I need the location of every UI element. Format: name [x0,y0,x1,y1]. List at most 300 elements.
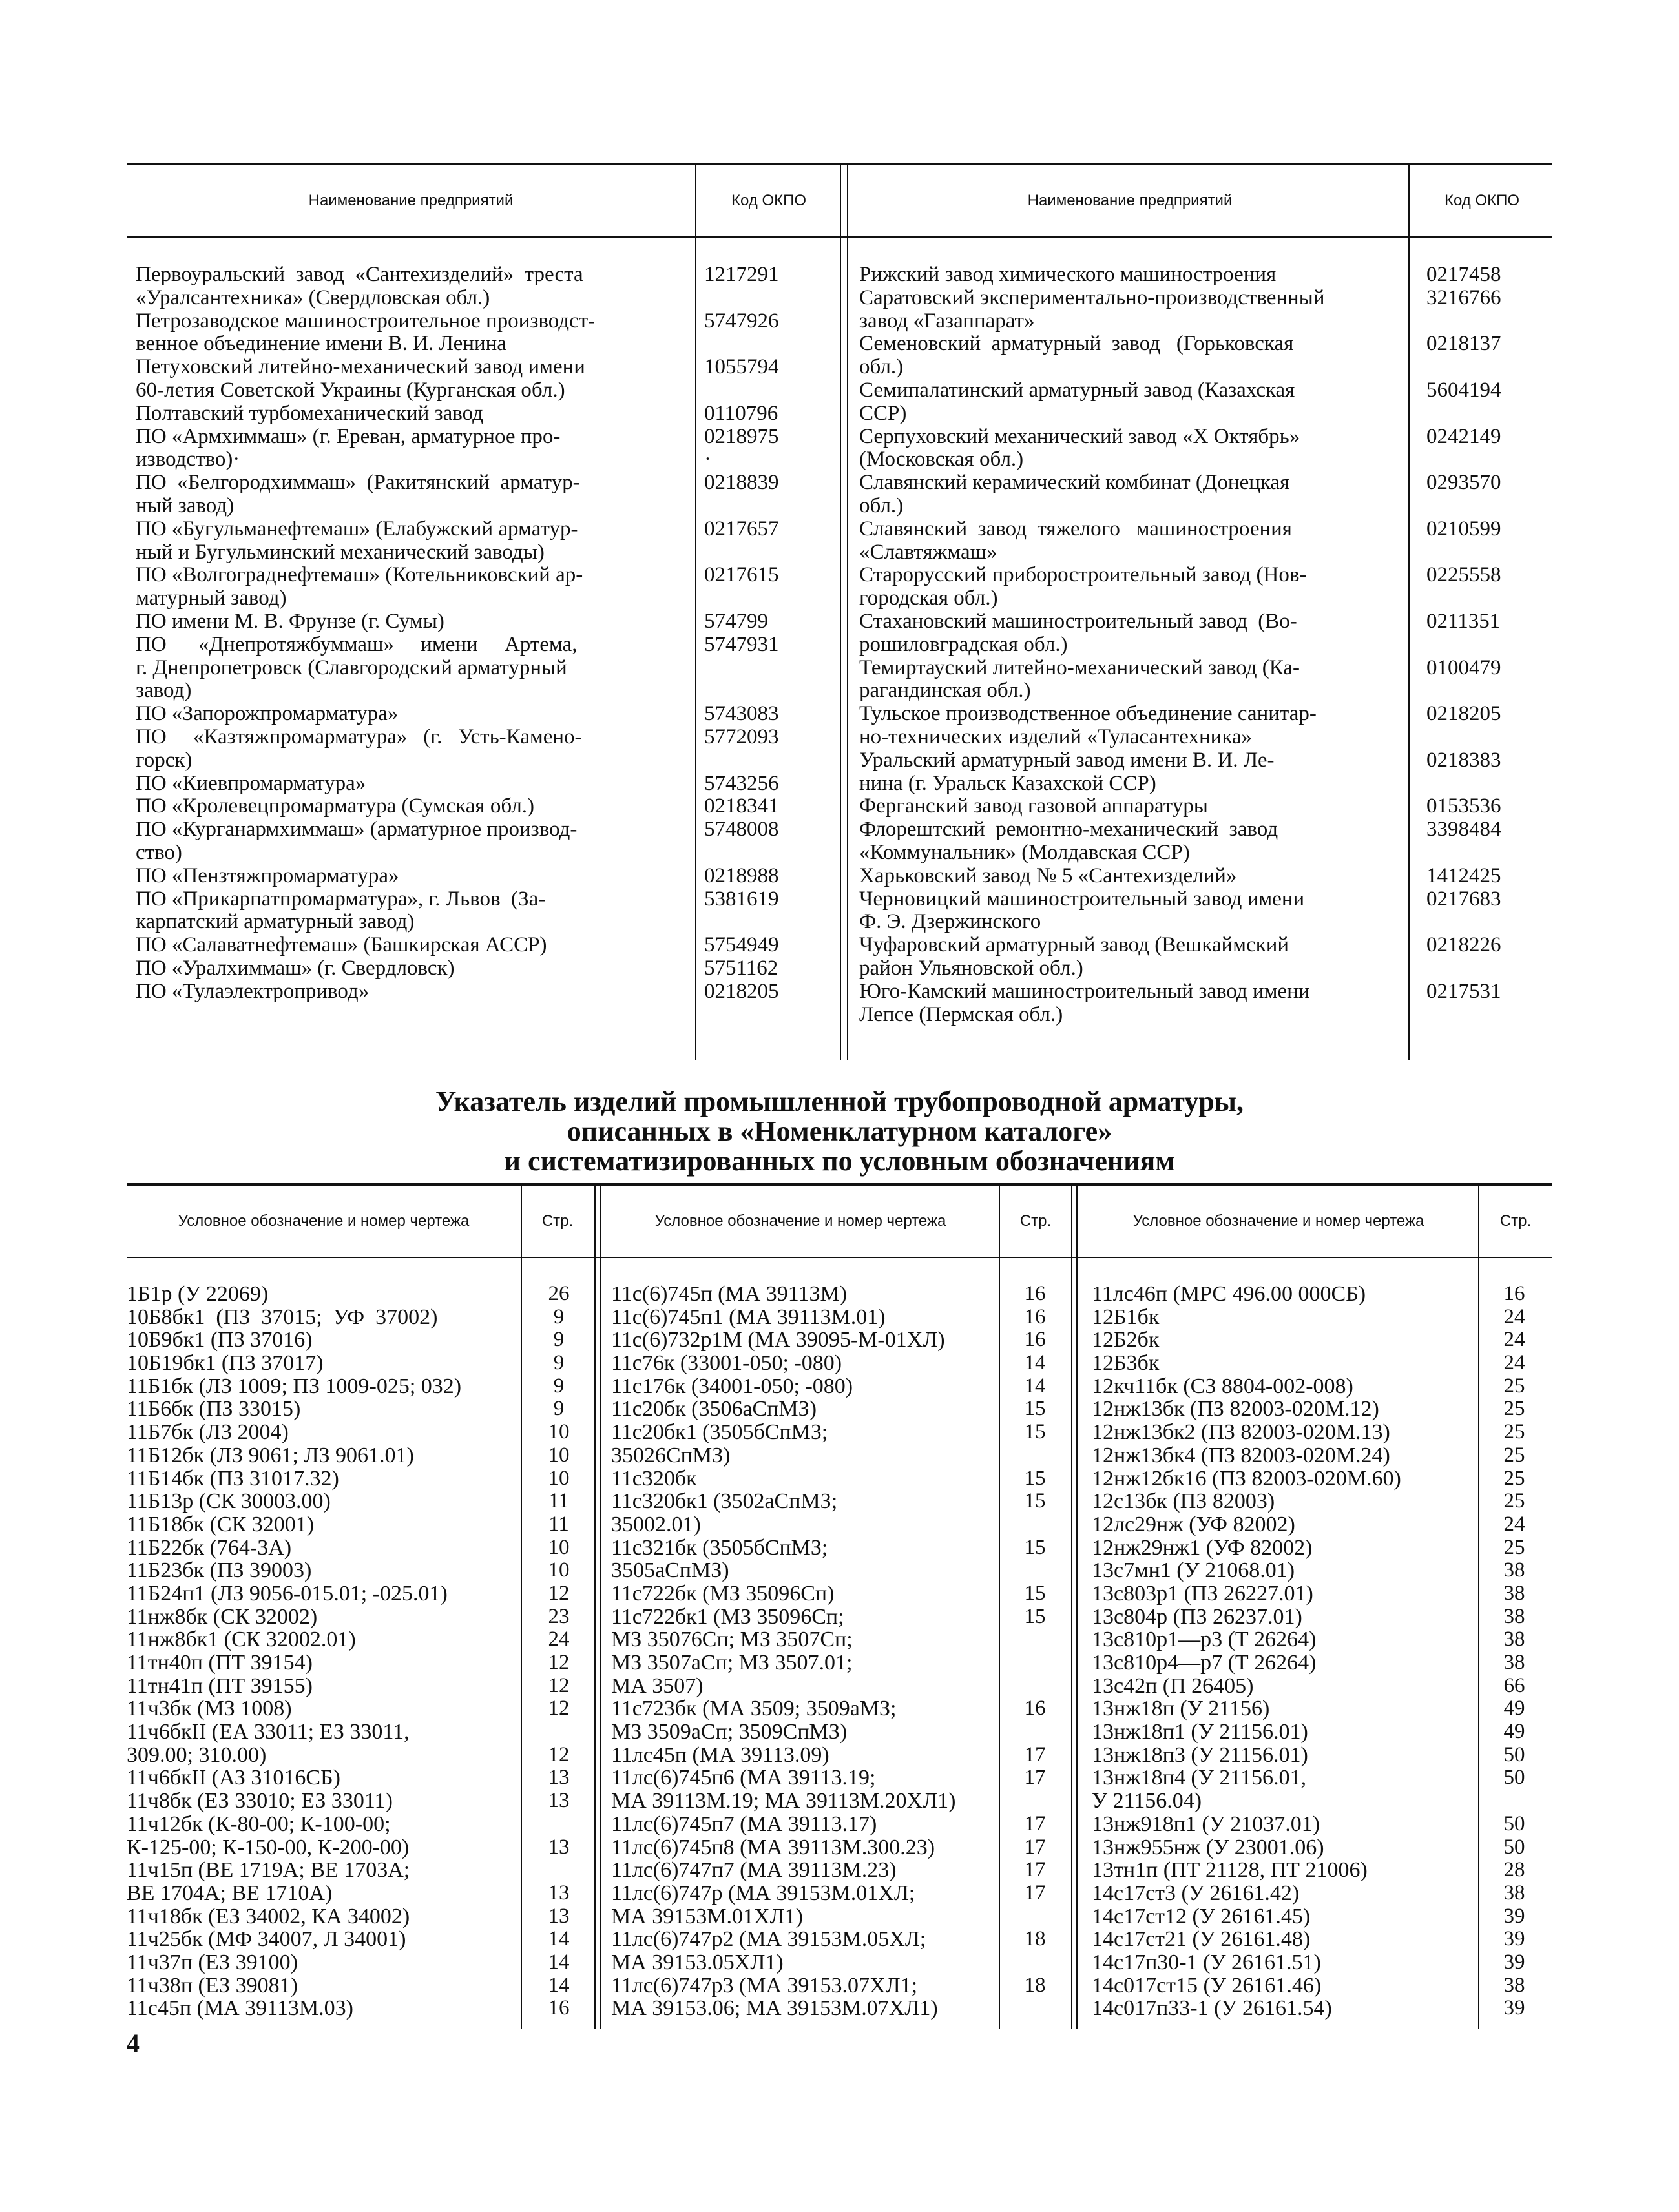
list-item [1092,1536,1550,1560]
page-ref: 10 [548,1466,570,1490]
okpo-code [1426,495,1563,518]
list-item [611,1352,1071,1375]
enterprise-list-left [136,264,841,1004]
designation: 10Б19бк1 (ПЗ 37017) [127,1351,324,1376]
page-ref: 10 [548,1443,570,1467]
enterprise-name: ССР) [859,401,907,425]
okpo-code: 0218205 [704,979,779,1003]
enterprise-name: ПО «Белгородхиммаш» (Ракитянский арматур- [136,471,580,495]
okpo-code: 0218988 [704,863,779,887]
designation: 12Б3бк [1092,1351,1160,1376]
designation: 12Б2бк [1092,1328,1160,1352]
table-row [136,333,841,356]
designation: 11тн41п (ПТ 39155) [127,1673,313,1698]
column-divider [1076,1186,1078,2029]
enterprise-name: Полтавский турбомеханический завод [136,401,483,425]
table-row [859,818,1563,842]
table-row [859,448,1563,471]
okpo-code: 0242149 [1426,424,1501,448]
list-item [127,1490,596,1513]
enterprise-name: Рижский завод химического машиностроения [859,263,1277,286]
enterprise-name: Тульское производственное объединение санитар- [859,702,1317,726]
list-item [127,1974,596,1998]
page-ref [999,1444,1071,1467]
enterprise-name: рошиловградская обл.) [859,632,1068,656]
index-title-line-3: и систематизированных по условным обозначениям [504,1145,1175,1177]
list-item [611,1559,1071,1582]
page-ref [999,1721,1071,1744]
page-ref [999,1951,1071,1974]
list-item [127,1651,596,1675]
table-row [859,356,1563,379]
list-item [611,1582,1071,1606]
okpo-code: 5748008 [704,818,779,842]
page-ref: 24 [1503,1512,1525,1536]
designation: 11Б23бк (ПЗ 39003) [127,1558,312,1583]
enterprise-name: Славянский керамический комбинат (Донецкая [859,471,1290,495]
list-item [1092,1882,1550,1905]
table-row [859,749,1563,772]
list-item [1092,1328,1550,1352]
table-row [136,749,841,772]
page-ref: 14 [1024,1374,1046,1398]
enterprise-name: ный и Бугульминский механический заводы) [136,540,545,564]
list-item [611,1375,1071,1398]
list-item [1092,1606,1550,1629]
okpo-code [1426,634,1563,657]
designation: 10Б9бк1 (ПЗ 37016) [127,1328,313,1352]
designation: 11Б12бк (ЛЗ 9061; ЛЗ 9061.01) [127,1443,414,1467]
enterprise-name: ство) [136,840,182,864]
column-divider [600,1186,601,2029]
okpo-code: 0210599 [1426,517,1501,541]
designation: 10Б8бк1 (ПЗ 37015; УФ 37002) [127,1305,438,1329]
list-item [1092,1813,1550,1836]
page-ref: 25 [1503,1443,1525,1467]
page-header-2: Стр. [1019,1212,1052,1230]
list-item [127,1836,596,1859]
list-item [611,1997,1071,2020]
page-ref: 26 [548,1282,570,1305]
page-ref: 13 [548,1881,570,1905]
designation: 14с017п33-1 (У 26161.54) [1092,1996,1332,2021]
designation: 13нж18п1 (У 21156.01) [1092,1720,1308,1744]
okpo-code [704,587,841,610]
table-row [136,310,841,333]
table-row [859,587,1563,610]
enterprise-name: ПО «Уралхиммаш» (г. Свердловск) [136,956,455,980]
enterprise-name: горск) [136,748,193,772]
page-ref: 50 [1503,1766,1525,1790]
page-ref: 9 [553,1305,565,1328]
okpo-code [704,679,841,703]
list-item [127,1606,596,1629]
enterprise-name: Чуфаровский арматурный завод (Вешкаймский [859,933,1289,957]
list-item [127,1882,596,1905]
list-item [611,1467,1071,1491]
designation: 13нж18п3 (У 21156.01) [1092,1742,1308,1767]
table-row [859,310,1563,333]
list-item [1092,1559,1550,1582]
enterprise-name: Серпуховский механический завод «Х Октябрь» [859,424,1300,448]
okpo-code-header-left: Код ОКПО [731,192,807,209]
page-ref: 17 [1024,1742,1046,1766]
designation: 14с17ст12 (У 26161.45) [1092,1904,1311,1928]
page-ref: 16 [548,1996,570,2020]
designation-header-1: Условное обозначение и номер чертежа [178,1212,470,1230]
table-row [136,610,841,634]
index-column-3 [1092,1283,1550,2020]
okpo-code [1426,1004,1563,1027]
designation: 12нж29нж1 (УФ 82002) [1092,1535,1313,1560]
table-row [136,818,841,842]
designation: МЗ 3507аСп; МЗ 3507.01; [611,1651,853,1675]
okpo-code [704,842,841,865]
page-ref: 39 [1503,1904,1525,1928]
okpo-code [1426,310,1563,333]
okpo-code [1426,356,1563,379]
page-ref: 17 [1024,1881,1046,1905]
enterprise-name: матурный завод) [136,586,287,610]
table-row [859,679,1563,703]
list-item [1092,1651,1550,1675]
designation: 11ч25бк (МФ 34007, Л 34001) [127,1927,406,1952]
page-ref: 39 [1503,1996,1525,2020]
page-ref: 16 [1503,1282,1525,1305]
designation: У 21156.04) [1092,1789,1202,1814]
designation: 12нж13бк2 (ПЗ 82003-020М.13) [1092,1420,1390,1445]
designation: 14с17п30-1 (У 26161.51) [1092,1950,1321,1974]
okpo-code: 0218226 [1426,933,1501,957]
table-row [136,865,841,888]
list-item [611,1606,1071,1629]
designation: 11лс45п (МА 39113.09) [611,1742,829,1767]
designation: 11лс(6)747р (МА 39153М.01ХЛ; [611,1881,915,1905]
designation: 11ч15п (ВЕ 1719А; ВЕ 1703А; [127,1858,410,1883]
okpo-code [1426,402,1563,426]
list-item [1092,1628,1550,1651]
table-row [859,471,1563,495]
okpo-code: 0217531 [1426,979,1501,1003]
table-row [136,287,841,310]
okpo-code: 5743256 [704,771,779,795]
list-item [611,1421,1071,1444]
designation: 11Б24п1 (ЛЗ 9056-015.01; -025.01) [127,1581,448,1606]
okpo-code [704,495,841,518]
page-ref: 16 [1024,1697,1046,1721]
page-ref: 14 [1024,1351,1046,1375]
enterprise-name: ПО имени М. В. Фрунзе (г. Сумы) [136,609,444,633]
page-ref: 10 [548,1535,570,1559]
page-ref [1478,1790,1550,1813]
table-row [136,541,841,564]
okpo-code [1426,911,1563,934]
enterprise-name: завод) [136,679,192,703]
page-ref: 50 [1503,1812,1525,1835]
enterprise-name: Семеновский арматурный завод (Горьковская [859,332,1294,356]
okpo-code: 0100479 [1426,656,1501,679]
page-ref: 17 [1024,1812,1046,1835]
designation: 11ч18бк (ЕЗ 34002, КА 34002) [127,1904,410,1928]
table-row [859,634,1563,657]
page-ref [522,1721,596,1744]
enterprise-name: район Ульяновской обл.) [859,956,1083,980]
list-item [611,1675,1071,1698]
list-item [611,1513,1071,1536]
enterprise-name: «Уралсантехника» (Свердловская обл.) [136,285,490,309]
page-ref: 16 [1024,1328,1046,1352]
list-item [1092,1490,1550,1513]
list-item [1092,1790,1550,1813]
designation: 11ч3бк (МЗ 1008) [127,1697,292,1721]
enterprise-name: «Коммунальник» (Молдавская ССР) [859,840,1190,864]
list-item [1092,1513,1550,1536]
page-ref: 24 [548,1628,570,1651]
enterprise-name: Флорештский ремонтно-механический завод [859,818,1278,842]
page-ref: 18 [1024,1973,1046,1997]
designation: 11нж8бк1 (СК 32002.01) [127,1628,356,1652]
enterprise-name: венное объединение имени В. И. Ленина [136,332,506,356]
page-ref: 49 [1503,1720,1525,1744]
enterprise-name-header-right: Наименование предприятий [1027,192,1233,209]
enterprise-name: Юго-Камский машиностроительный завод имени [859,979,1310,1003]
enterprise-name: обл.) [859,355,904,379]
okpo-code [1426,957,1563,980]
designation: 13тн1п (ПТ 21128, ПТ 21006) [1092,1858,1368,1883]
enterprise-name: г. Днепропетровск (Славгородский арматурный [136,656,567,679]
designation: 11Б14бк (ПЗ 31017.32) [127,1466,339,1491]
enterprise-name: ПО «Казтяжпромарматура» (г. Усть-Камено- [136,725,582,749]
page-ref [999,1628,1071,1651]
list-item [1092,1306,1550,1329]
column-divider [847,165,848,1060]
enterprise-name: ный завод) [136,493,235,517]
enterprise-name: нина (г. Уральск Казахской ССР) [859,771,1156,795]
page-ref: 16 [1024,1282,1046,1305]
designation: 11нж8бк (СК 32002) [127,1604,318,1629]
page-ref: 15 [1024,1489,1046,1513]
list-item [611,1951,1071,1974]
enterprise-name: ПО «Салаватнефтемаш» (Башкирская АССР) [136,933,547,957]
table-row [136,587,841,610]
table-row [136,264,841,287]
okpo-code [1426,679,1563,703]
designation: К-125-00; К-150-00, К-200-00) [127,1835,410,1859]
table-row [136,564,841,587]
table-row [136,703,841,726]
okpo-code: 5751162 [704,956,778,980]
list-item [127,1513,596,1536]
list-item [611,1836,1071,1859]
designation: 13с7мн1 (У 21068.01) [1092,1558,1295,1583]
enterprise-name: Петуховский литейно-механический завод имени [136,355,585,379]
designation: 35026СпМЗ) [611,1443,731,1467]
table-row [859,703,1563,726]
page-ref: 14 [548,1927,570,1951]
table-row [859,842,1563,865]
enterprise-name: Первоуральский завод «Сантехизделий» треста [136,263,583,286]
designation: 11Б7бк (ЛЗ 2004) [127,1420,289,1445]
enterprise-name: Харьковский завод № 5 «Сантехизделий» [859,863,1237,887]
enterprise-name: Старорусский приборостроительный завод (Нов- [859,563,1307,587]
designation: 12нж13бк4 (ПЗ 82003-020М.24) [1092,1443,1390,1467]
list-item [127,1375,596,1398]
designation: 12с13бк (ПЗ 82003) [1092,1489,1275,1514]
enterprise-name: ПО «Армхиммаш» (г. Ереван, арматурное про- [136,424,561,448]
list-item [1092,1744,1550,1767]
list-item [1092,1352,1550,1375]
designation: 11с320бк [611,1466,697,1491]
page-ref: 15 [1024,1397,1046,1421]
okpo-code [704,657,841,680]
page-ref [522,1859,596,1882]
designation: 11ч6бкII (ЕА 33011; ЕЗ 33011, [127,1720,410,1744]
designation: 11Б13р (СК 30003.00) [127,1489,331,1514]
list-item [127,1444,596,1467]
table-row [136,471,841,495]
enterprise-name: карпатский арматурный завод) [136,910,415,934]
page-ref: 13 [548,1835,570,1859]
index-title-line-1: Указатель изделий промышленной трубопроводной арматуры, [435,1086,1244,1117]
enterprise-name: обл.) [859,493,904,517]
enterprise-name: Уральский арматурный завод имени В. И. Ле- [859,748,1275,772]
designation: 11Б22бк (764-3А) [127,1535,292,1560]
designation: 13нж918п1 (У 21037.01) [1092,1812,1320,1836]
okpo-code: 0225558 [1426,563,1501,587]
designation: МА 39153М.01ХЛ1) [611,1904,803,1928]
page-ref: 9 [553,1374,565,1398]
page-ref: 13 [548,1904,570,1928]
page-ref [999,1997,1071,2020]
page-ref: 38 [1503,1604,1525,1628]
okpo-code: 0293570 [1426,471,1501,495]
okpo-code [1426,541,1563,564]
designation: 11лс(6)745п8 (МА 39113М.300.23) [611,1835,935,1859]
page-ref: 13 [548,1766,570,1790]
designation: 11лс(6)747р2 (МА 39153М.05ХЛ; [611,1927,926,1952]
designation: МА 39153.06; МА 39153М.07ХЛ1) [611,1996,938,2021]
okpo-code-header-right: Код ОКПО [1444,192,1520,209]
table-row [136,934,841,957]
enterprise-list-right [859,264,1563,1026]
designation: 11с20бк (3506аСпМЗ) [611,1397,817,1421]
list-item [1092,1928,1550,1951]
list-item [611,1651,1071,1675]
designation: 11лс(6)745п7 (МА 39113.17) [611,1812,877,1836]
enterprise-name-header-left: Наименование предприятий [308,192,514,209]
list-item [127,1721,596,1744]
okpo-code [704,911,841,934]
designation: 11ч12бк (К-80-00; К-100-00; [127,1812,391,1836]
page-ref [522,1813,596,1836]
list-item [127,1744,596,1767]
page-number: 4 [127,2029,140,2058]
enterprise-name: Ферганский завод газовой аппаратуры [859,794,1208,818]
list-item [127,1352,596,1375]
designation: МА 3507) [611,1673,704,1698]
list-item [611,1283,1071,1306]
page-ref: 14 [548,1973,570,1997]
designation: 11лс(6)747п7 (МА 39113М.23) [611,1858,897,1883]
list-item [1092,1997,1550,2020]
page-ref: 18 [1024,1927,1046,1951]
page-ref [999,1651,1071,1675]
table-row [859,795,1563,818]
designation: 11с45п (МА 39113М.03) [127,1996,353,2021]
page-ref: 50 [1503,1835,1525,1859]
list-item [611,1905,1071,1928]
list-item [127,1928,596,1951]
page-ref: 11 [548,1512,569,1536]
list-item [127,1697,596,1721]
okpo-code: 3216766 [1426,285,1501,309]
list-item [611,1766,1071,1790]
table-row [859,518,1563,541]
designation: 12нж12бк16 (ПЗ 82003-020М.60) [1092,1466,1401,1491]
page-ref: 49 [1503,1697,1525,1721]
table-row [136,911,841,934]
list-item [127,1766,596,1790]
designation: 309.00; 310.00) [127,1742,267,1767]
page-ref: 25 [1503,1489,1525,1513]
okpo-code: 574799 [704,609,768,633]
list-item [127,1306,596,1329]
designation: 11тн40п (ПТ 39154) [127,1651,313,1675]
table-row [136,980,841,1004]
enterprise-name: Семипалатинский арматурный завод (Казахская [859,378,1295,402]
enterprise-name: ПО «Прикарпатпромарматура», г. Львов (За- [136,887,546,911]
okpo-code: · [704,448,711,471]
enterprise-name: Лепсе (Пермская обл.) [859,1002,1063,1026]
page-ref: 10 [548,1420,570,1444]
table-row [859,980,1563,1004]
designation: 11с(6)732р1М (МА 39095-М-01ХЛ) [611,1328,945,1352]
table-row [136,495,841,518]
list-item [611,1490,1071,1513]
list-item [611,1328,1071,1352]
enterprise-name: «Славтяжмаш» [859,540,997,564]
list-item [1092,1283,1550,1306]
page-ref: 39 [1503,1950,1525,1974]
table-row [136,888,841,911]
page-ref: 17 [1024,1858,1046,1882]
table-row [859,934,1563,957]
page-ref: 28 [1503,1858,1525,1882]
table-row [136,795,841,818]
page-ref: 15 [1024,1466,1046,1490]
page-ref: 50 [1503,1742,1525,1766]
table-row [136,426,841,449]
page-ref: 15 [1024,1420,1046,1444]
list-item [1092,1951,1550,1974]
designation: 13с804р (ПЗ 26237.01) [1092,1604,1302,1629]
designation: 11лс46п (МРС 496.00 000СБ) [1092,1282,1366,1306]
list-item [127,1559,596,1582]
enterprise-name: изводство)· [136,448,240,471]
enterprise-name: (Московская обл.) [859,448,1024,471]
list-item [127,1905,596,1928]
designation: 11лс(6)745п6 (МА 39113.19; [611,1766,876,1790]
page-ref: 15 [1024,1604,1046,1628]
table-row [859,379,1563,402]
page-ref: 38 [1503,1651,1525,1674]
enterprise-name: ПО «Днепротяжбуммаш» имени Артема, [136,632,578,656]
list-item [1092,1582,1550,1606]
list-item [127,1997,596,2020]
list-item [1092,1697,1550,1721]
designation: 11ч8бк (ЕЗ 33010; ЕЗ 33011) [127,1789,393,1814]
okpo-code [704,333,841,356]
